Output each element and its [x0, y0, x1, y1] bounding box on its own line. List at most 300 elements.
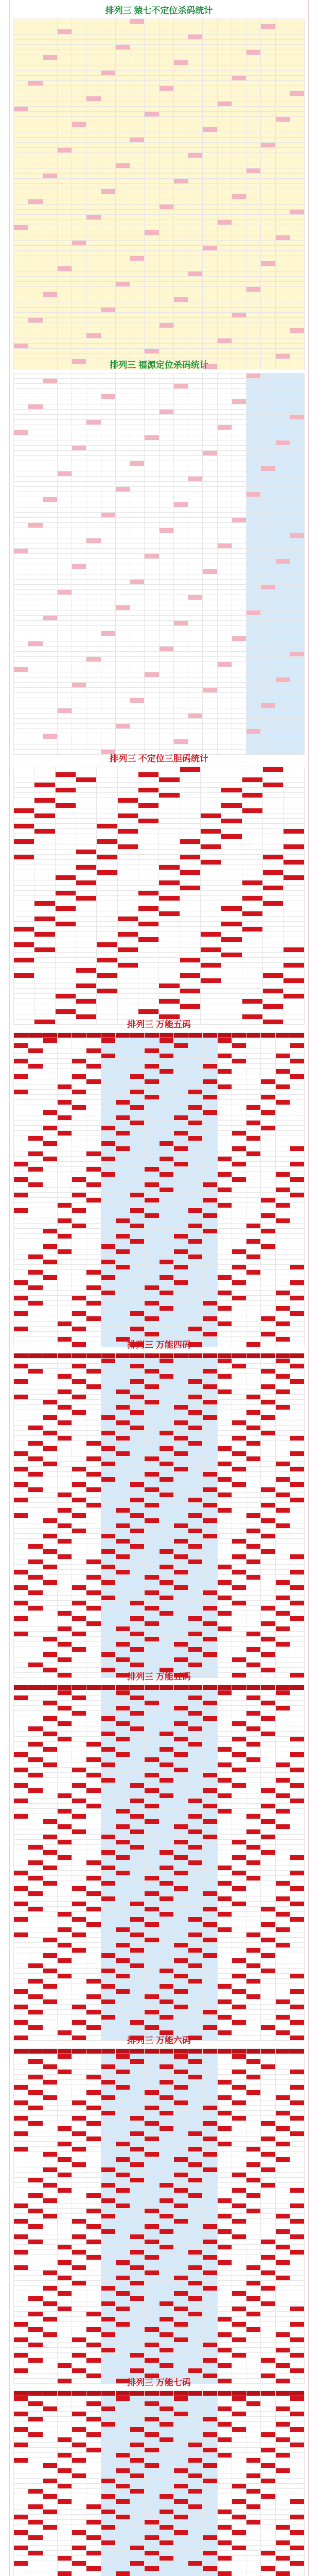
table-cell [72, 611, 86, 616]
table-row [14, 891, 305, 896]
table-cell [246, 580, 261, 585]
table-cell [28, 318, 43, 323]
table-row [14, 1110, 305, 1115]
table-cell [203, 1296, 217, 1301]
table-cell [203, 168, 217, 174]
table-cell [145, 179, 159, 184]
table-cell [261, 497, 275, 502]
table-cell [173, 1090, 188, 1095]
table-cell [86, 394, 101, 399]
table-cell [28, 1321, 43, 1327]
table-cell [28, 1172, 43, 1177]
table-cell [203, 215, 217, 220]
table-cell [115, 404, 130, 410]
table-cell [72, 1059, 86, 1064]
table-cell [173, 744, 188, 750]
table-cell [263, 973, 284, 978]
table-cell [159, 153, 173, 158]
table-cell [43, 292, 57, 297]
table-cell [159, 1208, 173, 1213]
table-cell [263, 814, 284, 819]
table-cell [221, 777, 242, 783]
table-cell [275, 513, 290, 518]
table-cell [57, 585, 72, 590]
table-cell [101, 86, 115, 91]
table-cell [14, 788, 34, 793]
table-cell [275, 523, 290, 528]
table-cell [290, 302, 304, 308]
table-cell [72, 1110, 86, 1115]
table-row [14, 1285, 305, 1291]
table-cell [232, 1239, 246, 1244]
table-cell [217, 507, 232, 513]
table-cell [242, 808, 262, 814]
table-cell [57, 1182, 72, 1188]
table-cell [284, 860, 305, 865]
table-cell [14, 40, 28, 45]
table-cell [275, 1146, 290, 1151]
table-cell [217, 210, 232, 215]
table-cell [86, 451, 101, 456]
table-cell [28, 1296, 43, 1301]
table-cell [14, 677, 28, 683]
table-cell [275, 1110, 290, 1115]
table-cell [203, 65, 217, 71]
table-cell [203, 554, 217, 559]
table-cell [290, 554, 304, 559]
table-cell [246, 308, 261, 313]
table-cell [188, 554, 203, 559]
table-cell [115, 96, 130, 101]
table-row [14, 703, 305, 708]
table-cell [72, 235, 86, 241]
table-cell [14, 870, 34, 875]
table-cell [72, 616, 86, 621]
table-cell [232, 220, 246, 225]
table-cell [145, 101, 159, 107]
table-cell [130, 631, 145, 636]
table-cell [28, 1188, 43, 1193]
table-cell [28, 698, 43, 703]
table-cell [275, 215, 290, 220]
table-cell [72, 179, 86, 184]
table-cell [232, 1162, 246, 1167]
table-cell [159, 194, 173, 199]
table-cell [188, 297, 203, 302]
table-cell [130, 672, 145, 677]
table-cell [263, 891, 284, 896]
table-cell [43, 1090, 57, 1095]
table-cell [57, 1296, 72, 1301]
table-cell [43, 451, 57, 456]
table-cell [14, 662, 28, 667]
table-cell [232, 1177, 246, 1182]
table-cell [221, 772, 242, 777]
table-cell [14, 1136, 28, 1141]
table-cell [159, 1095, 173, 1100]
table-cell [57, 549, 72, 554]
table-cell [43, 50, 57, 55]
table-cell [28, 1306, 43, 1311]
table-cell [72, 1151, 86, 1157]
table-row [14, 518, 305, 523]
table-cell [145, 569, 159, 574]
table-cell [203, 205, 217, 210]
table-cell [159, 333, 173, 338]
table-cell [34, 958, 55, 963]
table-cell [130, 389, 145, 394]
table-cell [246, 302, 261, 308]
table-cell [57, 179, 72, 184]
table-cell [217, 471, 232, 477]
table-cell [246, 246, 261, 251]
table-cell [203, 446, 217, 451]
table-cell [290, 688, 304, 693]
table-cell [290, 1311, 304, 1316]
table-cell [261, 101, 275, 107]
table-cell [57, 246, 72, 251]
table-row [14, 906, 305, 911]
table-cell [188, 477, 203, 482]
table-cell [28, 379, 43, 384]
table-cell [14, 590, 28, 595]
table-cell [173, 107, 188, 112]
table-cell [145, 60, 159, 65]
table-cell [101, 1249, 115, 1255]
table-cell [217, 492, 232, 497]
table-cell [232, 384, 246, 389]
table-cell [263, 808, 284, 814]
table-cell [57, 564, 72, 569]
table-cell [261, 708, 275, 714]
table-cell [290, 389, 304, 394]
table-cell [275, 1311, 290, 1316]
table-cell [130, 399, 145, 404]
table-cell [34, 875, 55, 880]
table-cell [145, 45, 159, 50]
table-cell [43, 308, 57, 313]
table-cell [43, 71, 57, 76]
table-cell [203, 435, 217, 440]
table-cell [275, 374, 290, 379]
table-cell [246, 1100, 261, 1105]
table-cell [43, 117, 57, 122]
table-cell [145, 616, 159, 621]
table-cell [188, 672, 203, 677]
table-cell [242, 906, 262, 911]
table-cell [159, 880, 180, 886]
table-cell [145, 621, 159, 626]
table-cell [86, 1105, 101, 1110]
table-cell [217, 611, 232, 616]
table-cell [173, 708, 188, 714]
table-cell [145, 502, 159, 507]
table-cell [275, 158, 290, 163]
table-cell [173, 1229, 188, 1234]
table-cell [203, 251, 217, 256]
table-cell [130, 1048, 145, 1054]
table-cell [246, 425, 261, 430]
table-cell [55, 963, 76, 968]
table-cell [159, 667, 173, 672]
table-cell [159, 35, 173, 40]
table-cell [28, 574, 43, 580]
table-cell [188, 708, 203, 714]
table-cell [261, 420, 275, 425]
table-cell [72, 1131, 86, 1136]
table-cell [159, 1229, 173, 1234]
table-cell [145, 225, 159, 230]
table-cell [232, 107, 246, 112]
table-cell [261, 379, 275, 384]
table-cell [173, 230, 188, 235]
table-cell [14, 497, 28, 502]
table-cell [203, 24, 217, 29]
table-cell [173, 24, 188, 29]
table-cell [275, 719, 290, 724]
table-row [14, 636, 305, 641]
table-cell [72, 1084, 86, 1090]
table-cell [86, 1043, 101, 1048]
table-cell [145, 1224, 159, 1229]
table-row [14, 241, 305, 246]
table-cell [261, 719, 275, 724]
table-cell [86, 724, 101, 729]
table-cell [284, 850, 305, 855]
table-cell [217, 205, 232, 210]
table-cell [34, 891, 55, 896]
table-cell [76, 932, 97, 937]
table-cell [263, 953, 284, 958]
table-cell [117, 994, 138, 999]
table-cell [130, 611, 145, 616]
table-cell [173, 513, 188, 518]
table-row [14, 719, 305, 724]
table-cell [115, 117, 130, 122]
table-cell [203, 724, 217, 729]
table-cell [203, 60, 217, 65]
table-cell [221, 860, 242, 865]
table-cell [290, 456, 304, 461]
table-cell [57, 456, 72, 461]
table-cell [138, 978, 159, 984]
table-cell [43, 626, 57, 631]
table-cell [28, 1105, 43, 1110]
table-cell [217, 1177, 232, 1182]
table-cell [145, 384, 159, 389]
table-cell [43, 143, 57, 148]
table-row [14, 808, 305, 814]
table-cell [232, 425, 246, 430]
table-cell [130, 1275, 145, 1280]
table-cell [159, 122, 173, 127]
table-row [14, 1249, 305, 1255]
table-cell [180, 850, 200, 855]
table-cell [115, 744, 130, 750]
table-cell [145, 590, 159, 595]
table-cell [188, 235, 203, 241]
table-cell [117, 911, 138, 917]
table-cell [14, 1105, 28, 1110]
table-cell [43, 590, 57, 595]
table-cell [217, 122, 232, 127]
table-cell [115, 389, 130, 394]
table-row [14, 595, 305, 600]
table-cell [57, 641, 72, 647]
table-cell [203, 266, 217, 272]
table-row [14, 1213, 305, 1218]
table-cell [86, 1260, 101, 1265]
table-cell [57, 714, 72, 719]
table-cell [14, 880, 34, 886]
table-cell [261, 513, 275, 518]
table-cell [159, 24, 173, 29]
table-cell [115, 471, 130, 477]
table-cell [290, 1208, 304, 1213]
table-cell [86, 652, 101, 657]
table-cell [284, 844, 305, 850]
table-cell [275, 580, 290, 585]
table-cell [232, 86, 246, 91]
table-cell [130, 487, 145, 492]
table-cell [57, 559, 72, 564]
table-cell [14, 76, 28, 81]
table-row [14, 1033, 305, 1038]
table-cell [188, 549, 203, 554]
table-cell [86, 477, 101, 482]
table-cell [43, 1198, 57, 1203]
table-cell [97, 947, 117, 953]
table-cell [130, 729, 145, 734]
table-cell [232, 313, 246, 318]
table-cell [76, 793, 97, 798]
table-cell [261, 241, 275, 246]
table-cell [101, 1193, 115, 1198]
table-cell [290, 349, 304, 354]
table-cell [28, 272, 43, 277]
table-cell [86, 184, 101, 189]
table-cell [242, 937, 262, 942]
table-cell [284, 958, 305, 963]
table-cell [275, 631, 290, 636]
table-cell [188, 256, 203, 261]
table-cell [72, 230, 86, 235]
table-cell [217, 647, 232, 652]
table-cell [201, 937, 221, 942]
table-cell [72, 112, 86, 117]
table-cell [101, 389, 115, 394]
table-cell [188, 683, 203, 688]
table-row [14, 446, 305, 451]
table-cell [159, 850, 180, 855]
table-row [14, 1069, 305, 1074]
table-cell [14, 708, 28, 714]
table-cell [284, 906, 305, 911]
table-cell [145, 117, 159, 122]
table-cell [72, 132, 86, 138]
table-cell [72, 24, 86, 29]
table-cell [117, 984, 138, 989]
table-cell [246, 71, 261, 76]
table-cell [159, 81, 173, 86]
table-cell [101, 50, 115, 55]
table-cell [159, 287, 173, 292]
table-cell [188, 1172, 203, 1177]
table-cell [290, 739, 304, 744]
table-cell [290, 55, 304, 60]
table-cell [217, 744, 232, 750]
table-cell [86, 81, 101, 86]
table-cell [43, 1043, 57, 1048]
table-cell [43, 466, 57, 471]
table-cell [57, 220, 72, 225]
table-cell [97, 989, 117, 994]
table-cell [242, 999, 262, 1004]
table-cell [72, 672, 86, 677]
table-row [14, 302, 305, 308]
table-cell [232, 1208, 246, 1213]
table-cell [86, 1224, 101, 1229]
table-cell [138, 953, 159, 958]
table-row [14, 71, 305, 76]
table-cell [130, 1100, 145, 1105]
table-cell [28, 487, 43, 492]
table-cell [217, 1048, 232, 1054]
table-cell [145, 107, 159, 112]
table-cell [14, 1198, 28, 1203]
table-cell [130, 333, 145, 338]
table-cell [72, 580, 86, 585]
table-cell [275, 1306, 290, 1311]
table-cell [115, 1332, 130, 1337]
table-cell [275, 744, 290, 750]
table-cell [188, 729, 203, 734]
table-cell [159, 261, 173, 266]
table-cell [275, 1327, 290, 1332]
table-cell [130, 590, 145, 595]
table-cell [217, 1270, 232, 1275]
table-cell [101, 1182, 115, 1188]
table-cell [145, 1296, 159, 1301]
table-cell [217, 590, 232, 595]
table-cell [275, 410, 290, 415]
table-cell [217, 1084, 232, 1090]
table-cell [217, 1224, 232, 1229]
table-cell [145, 323, 159, 328]
table-cell [203, 1208, 217, 1213]
table-cell [72, 1105, 86, 1110]
table-row [14, 420, 305, 425]
table-cell [97, 891, 117, 896]
table-cell [28, 513, 43, 518]
table-cell [232, 60, 246, 65]
table-cell [138, 824, 159, 829]
table-cell [246, 179, 261, 184]
table-cell [188, 1260, 203, 1265]
table-cell [130, 96, 145, 101]
table-cell [72, 533, 86, 538]
table-cell [145, 241, 159, 246]
table-cell [173, 554, 188, 559]
table-cell [86, 1249, 101, 1255]
table-cell [290, 184, 304, 189]
table-cell [14, 502, 28, 507]
table-row [14, 600, 305, 605]
table-cell [14, 55, 28, 60]
table-cell [14, 86, 28, 91]
table-cell [217, 127, 232, 132]
table-row [14, 605, 305, 611]
